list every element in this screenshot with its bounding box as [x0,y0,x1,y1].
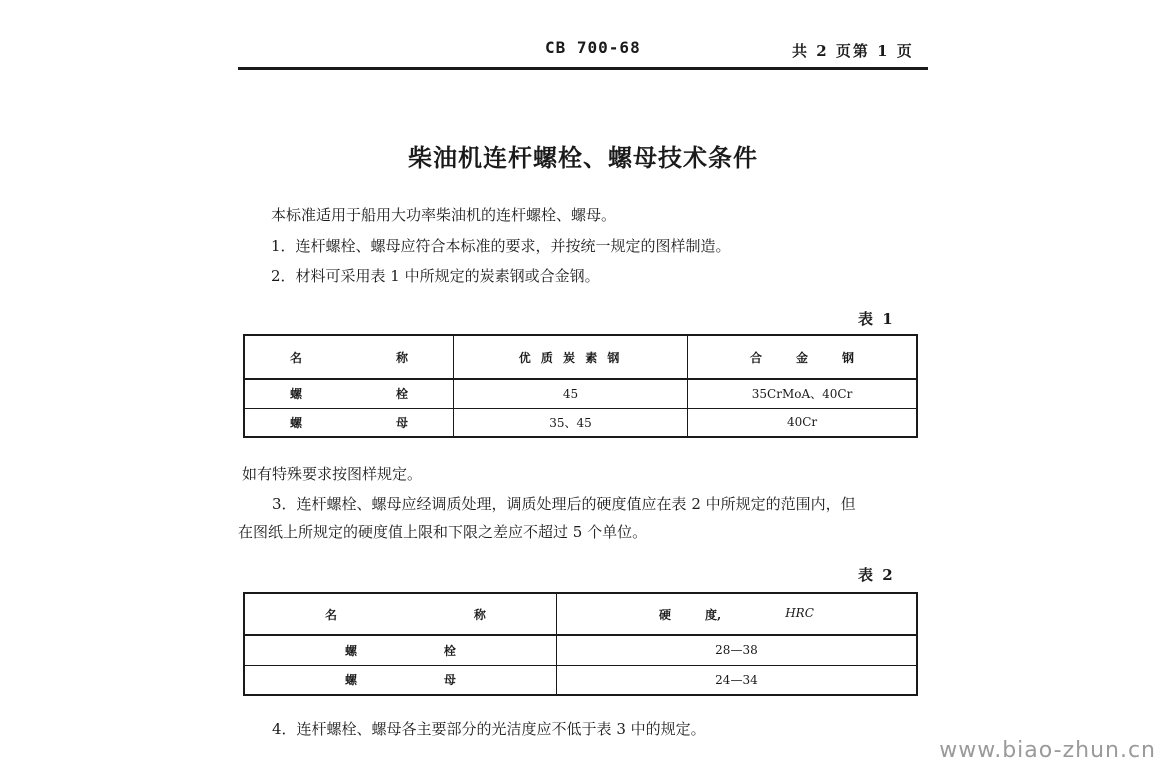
t1-header-carbon-steel: 优 质 炭 素 钢 [454,335,688,379]
table-2 [243,592,918,696]
t1-header-alloy-steel: 合 金 钢 [688,335,917,379]
table-row: 螺 母 35、45 40Cr [244,408,917,437]
table-row: 螺 栓 28—38 [244,635,917,665]
page-info: 共 2 页第 1 页 [792,42,914,60]
header-rule [238,67,928,70]
paragraph-3-line-1: 3．连杆螺栓、螺母应经调质处理，调质处理后的硬度值应在表 2 中所规定的范围内，但 [272,495,856,513]
table-row: 螺 栓 45 35CrMoA、40Cr [244,379,917,408]
table-2-header-row [244,593,917,635]
paragraph-3-line-2: 在图纸上所规定的硬度值上限和下限之差应不超过 5 个单位。 [238,523,648,541]
paragraph-4: 4．连杆螺栓、螺母各主要部分的光洁度应不低于表 3 中的规定。 [272,720,706,738]
table-row: 螺 母 24—34 [244,665,917,695]
paragraph-intro: 本标准适用于船用大功率柴油机的连杆螺栓、螺母。 [271,206,617,224]
table-2-label: 表 2 [858,566,895,584]
table-1-label: 表 1 [858,310,895,328]
t2-header-name: 名 称 [244,593,556,635]
watermark: www.biao-zhun.cn [939,738,1156,763]
table-1-header-row [244,335,917,379]
paragraph-special: 如有特殊要求按图样规定。 [242,465,423,483]
paragraph-1: 1．连杆螺栓、螺母应符合本标准的要求，并按统一规定的图样制造。 [271,237,731,255]
t2-header-hardness: 硬 度, HRC [556,593,917,635]
t1-header-name: 名 称 [244,335,454,379]
standard-code: CB 700-68 [545,38,641,57]
table-1 [243,334,918,438]
document-title: 柴油机连杆螺栓、螺母技术条件 [408,143,758,172]
paragraph-2: 2．材料可采用表 1 中所规定的炭素钢或合金钢。 [271,267,600,285]
